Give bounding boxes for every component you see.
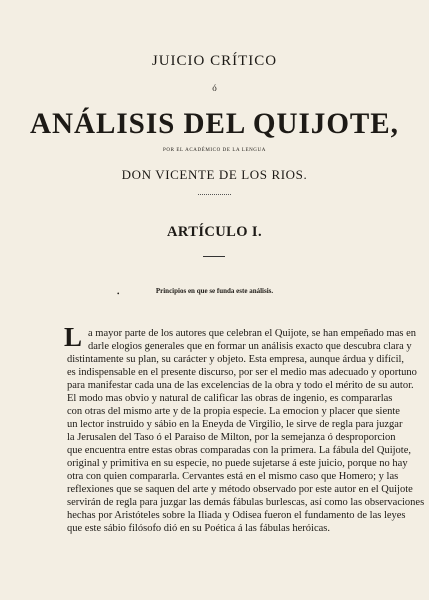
text-line: reflexiones que se saquen del arte y método observado por este autor en el Quijote xyxy=(67,484,413,495)
text-line: a mayor parte de los autores que celebran el Quijote, se han empeñado mas en xyxy=(88,328,416,339)
text-line: hechas por Aristóteles sobre la Iliada y Odisea fueron el fundamento de las leyes xyxy=(67,510,406,521)
text-line: original y primitiva en su especie, no puede sujetarse á este juicio, porque no hay xyxy=(67,458,408,469)
text-line: la Jerusalen del Taso ó el Paraiso de Milton, por la semejanza ó desproporcion xyxy=(67,432,396,443)
heading-rule xyxy=(203,256,225,257)
drop-cap: L xyxy=(64,322,83,352)
text-line: otra con quien compararla. Cervantes está en el mismo caso que Homero; y las xyxy=(67,471,399,482)
text-line: distintamente su plan, su carácter y objeto. Esta empresa, aunque árdua y difícil, xyxy=(67,354,405,365)
bullet-mark: • xyxy=(117,290,120,298)
byline: POR EL ACADÉMICO DE LA LENGUA xyxy=(163,148,266,153)
text-line: servirán de regla para juzgar las demás fábulas burlescas, así como las observaciones xyxy=(67,497,425,508)
text-line: para manifestar cada una de las excelencias de la obra y todo el mérito de su autor. xyxy=(67,380,414,391)
text-line: que encuentra entre estas obras comparadas con la primera. La fábula del Quijote, xyxy=(67,445,412,456)
text-line: es indispensable en el presente discurso, por ser el medio mas adecuado y oportuno xyxy=(67,367,417,378)
text-line: El modo mas obvio y natural de calificar las obras de ingenio, es compararlas xyxy=(67,393,393,404)
main-title: ANÁLISIS DEL QUIJOTE, xyxy=(30,107,399,140)
text-line: que este sábio filósofo dió en su Poética á las fábulas heróicas. xyxy=(67,523,331,534)
text-line: con otras del mismo arte y de la propia especie. La emocion y placer que siente xyxy=(67,406,400,417)
title-conjunction: ó xyxy=(212,83,217,93)
author-name: DON VICENTE DE LOS RIOS. xyxy=(121,167,308,182)
section-subheading: Principios en que se funda este análisis. xyxy=(155,287,274,295)
ornament-divider xyxy=(198,194,231,195)
text-line: darle elogios generales que en formar un análisis exacto que descubra clara y xyxy=(88,341,412,352)
text-line: un lector instruido y sábio en la Eneyda de Virgilio, le sirve de regla para juzgar xyxy=(67,419,403,430)
section-heading: ARTÍCULO I. xyxy=(167,224,262,240)
title-line-1: JUICIO CRÍTICO xyxy=(151,53,278,69)
